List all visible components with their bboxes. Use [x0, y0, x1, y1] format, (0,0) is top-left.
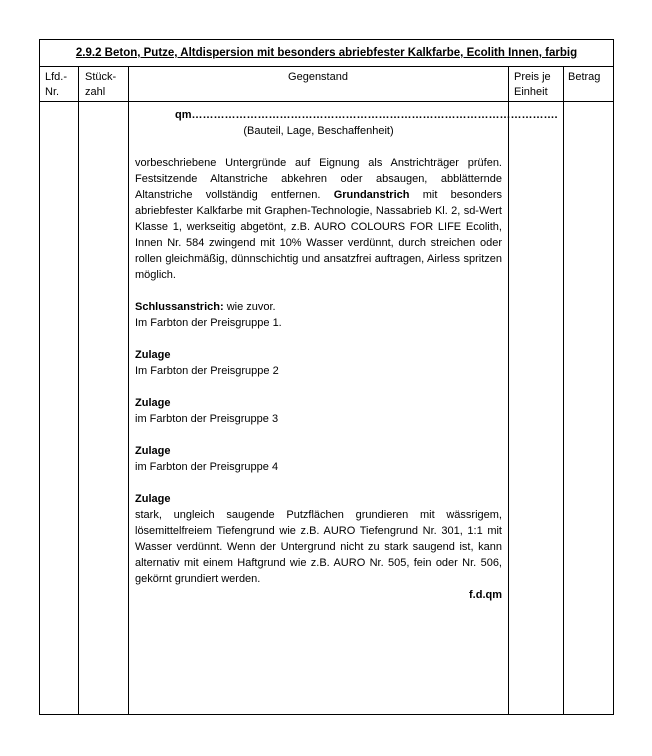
paragraph-main: vorbeschriebene Untergründe auf Eignung als Anstrichträger prüfen. Festsitzende Altanstriche abkehren oder absaugen, abblätternde Altanstriche vollständig entfernen. Grundanstrich mit besonders abriebfester Kalkfarbe mit Graphen-Technologie, Nassabrieb Kl. 2, sd-Wert Klasse 1, werkseitig abgetönt, z.B. AURO COLOURS FOR LIFE Ecolith, Innen Nr. 584 zwingend mit 10% Wasser verdünnt, durch streichen oder rollen gleichmäßig, dünnschichtig und ansatzfrei auftragen, Airless spritzen möglich. — [135, 157, 502, 281]
position-title: 2.9.2 Beton, Putze, Altdispersion mit besonders abriebfester Kalkfarbe, Ecolith Innen, farbig — [75, 47, 578, 59]
zulage-text-2: im Farbton der Preisgruppe 3 — [135, 413, 279, 425]
column-divider-4 — [563, 66, 564, 714]
qm-subtitle: (Bauteil, Lage, Beschaffenheit) — [243, 125, 394, 137]
header-gegenstand: Gegenstand — [288, 71, 348, 83]
column-divider-1 — [78, 66, 79, 714]
header-betrag: Betrag — [568, 71, 601, 83]
zulage-text-3: im Farbton der Preisgruppe 4 — [135, 461, 279, 473]
lv-table — [39, 39, 614, 715]
header-lfd-nr: Lfd.- Nr. — [45, 71, 68, 98]
title-row — [40, 40, 613, 67]
header-divider — [40, 101, 613, 102]
paragraph-schlussanstrich: Schlussanstrich: wie zuvor. — [135, 301, 276, 313]
schluss-line2: Im Farbton der Preisgruppe 1. — [135, 317, 282, 329]
zulage-text-4: stark, ungleich saugende Putzflächen grundieren mit wässrigem, lösemittelfreiem Tiefengrund wie z.B. AURO Tiefengrund Nr. 301, 1:1 mit Wasser verdünnt. Wenn der Untergrund nicht zu stark saugend ist, kann alternativ mit einem Haftgrund wie z.B. AURO Nr. 505, fein oder Nr. 506, gekörnt grundiert werden. — [135, 509, 502, 585]
header-stueckzahl: Stück- zahl — [85, 71, 117, 98]
zulage-label: Zulage — [135, 445, 171, 457]
zulage-text-1: Im Farbton der Preisgruppe 2 — [135, 365, 279, 377]
header-preis-je-einheit: Preis je Einheit — [514, 71, 551, 98]
column-divider-3 — [508, 66, 509, 714]
column-divider-2 — [128, 66, 129, 714]
unit-label: f.d.qm — [469, 589, 502, 601]
description-text — [135, 107, 558, 603]
zulage-label: Zulage — [135, 349, 171, 361]
zulage-label: Zulage — [135, 397, 171, 409]
qm-line: qm………………………………………………………………………………………. — [175, 109, 558, 121]
zulage-label: Zulage — [135, 493, 171, 505]
